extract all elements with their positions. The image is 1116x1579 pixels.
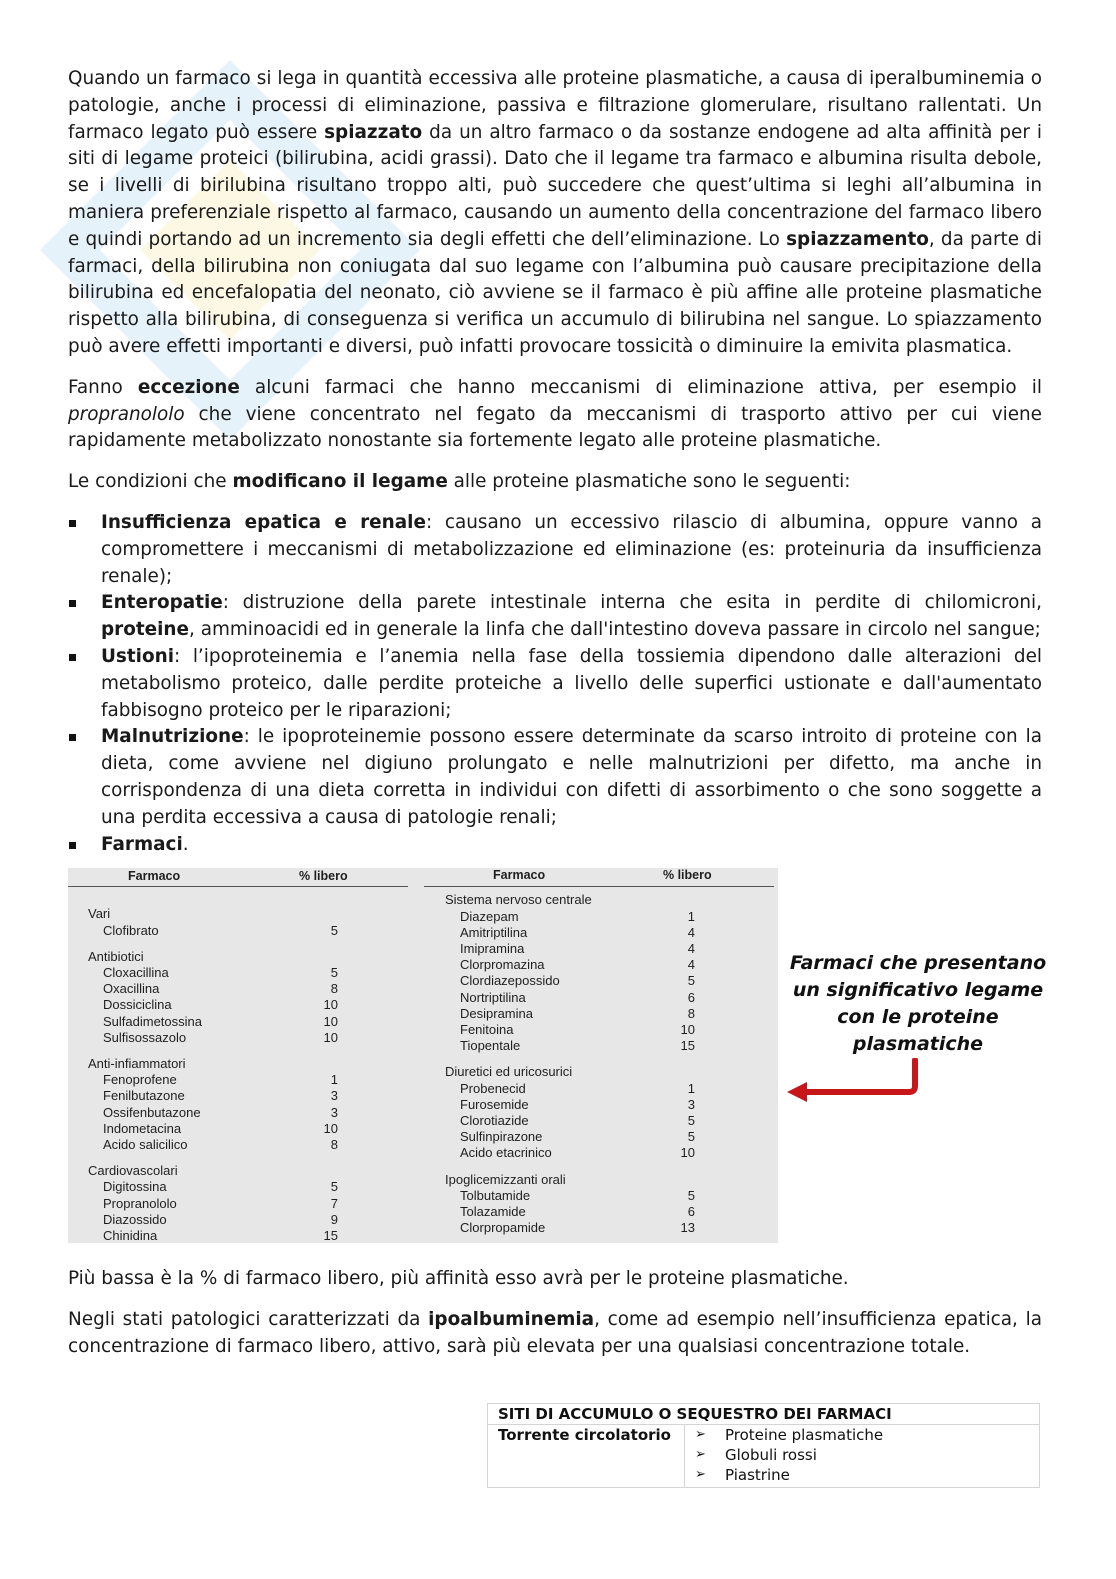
table-row xyxy=(460,1145,695,1161)
arrow-bullet-icon: ➢ xyxy=(695,1467,706,1482)
free-percent: 5 xyxy=(330,964,338,980)
drug-name: Clorpromazina xyxy=(460,957,545,973)
table-row xyxy=(460,1188,695,1204)
paragraph-free-fraction: Più bassa è la % di farmaco libero, più affinità esso avrà per le proteine plasmatiche. xyxy=(68,1268,849,1290)
list-item: Insufficienza epatica e renale: causano un eccessivo rilascio di albumina, oppure vanno a compromettere i meccanismi di metabolizzazione ed eliminazione (es: proteinuria da insufficienza renale); xyxy=(68,510,1042,590)
table-category: Ipoglicemizzanti orali xyxy=(445,1171,566,1187)
table-row xyxy=(103,1072,338,1088)
drug-name: Amitriptilina xyxy=(460,924,528,940)
free-percent: 10 xyxy=(323,1120,338,1136)
free-percent: 15 xyxy=(680,1038,695,1054)
free-percent: 10 xyxy=(680,1021,695,1037)
list-item: ➢ Piastrine xyxy=(695,1466,790,1484)
drug-name: Sulfisossazolo xyxy=(103,1029,187,1045)
free-percent: 10 xyxy=(323,1013,338,1029)
callout-line: un significativo legame xyxy=(792,979,1044,1002)
drug-name: Tolazamide xyxy=(460,1203,526,1219)
table-row xyxy=(460,1081,695,1097)
free-percent: 8 xyxy=(330,981,338,997)
table-row xyxy=(103,997,338,1013)
drug-name: Sulfadimetossina xyxy=(103,1013,202,1029)
free-percent: 3 xyxy=(330,1088,338,1104)
header-free: % libero xyxy=(299,869,348,884)
table-category: Sistema nervoso centrale xyxy=(445,892,592,908)
free-percent: 8 xyxy=(330,1136,338,1152)
table-row xyxy=(460,1129,695,1145)
free-percent: 4 xyxy=(687,940,695,956)
free-percent: 13 xyxy=(680,1220,695,1236)
site-items xyxy=(685,1425,1040,1488)
table-row xyxy=(460,925,695,941)
drug-name: Tolbutamide xyxy=(460,1187,531,1203)
drug-name: Indometacina xyxy=(103,1120,182,1136)
figure-callout xyxy=(788,950,1048,1058)
table-row xyxy=(103,1179,338,1195)
list-item: Malnutrizione: le ipoproteinemie possono essere determinate da scarso introito di proteine con la dieta, come avviene nel digiuno prolungato e nelle malnutrizioni per difetto, ma anche in corrispondenza di una dieta corretta in individui con difetti di assorbimento o che sono soggette a una perdita eccessiva a causa di patologie renali; xyxy=(68,724,1042,831)
free-percent: 7 xyxy=(330,1195,338,1211)
table-row xyxy=(103,965,338,981)
list-item: Farmaci. xyxy=(68,832,1042,859)
table-row xyxy=(103,1137,338,1153)
callout-line: plasmatiche xyxy=(852,1033,984,1056)
free-percent: 3 xyxy=(330,1104,338,1120)
arrow-left-icon xyxy=(783,1058,923,1108)
drug-name: Desipramina xyxy=(460,1005,533,1021)
drug-name: Clordiazepossido xyxy=(460,973,560,989)
paragraph-hypoalbuminemia: Negli stati patologici caratterizzati da ipoalbuminemia, come ad esempio nell’insufficienza epatica, la concentrazione di farmaco libero, attivo, sarà più elevata per una qualsiasi concentrazione totale. xyxy=(68,1309,1042,1357)
free-percent: 6 xyxy=(687,1203,695,1219)
table-title: SITI DI ACCUMULO O SEQUESTRO DEI FARMACI xyxy=(488,1404,1040,1425)
accumulation-sites-table xyxy=(487,1403,1040,1488)
table-category: Cardiovascolari xyxy=(88,1163,178,1179)
table-row xyxy=(460,1097,695,1113)
drug-name: Clofibrato xyxy=(103,922,159,938)
table-row xyxy=(460,1038,695,1054)
free-percent: 5 xyxy=(687,1129,695,1145)
table-row xyxy=(103,1196,338,1212)
drug-name: Dossiciclina xyxy=(103,997,172,1013)
table-row xyxy=(103,1030,338,1046)
drug-binding-figure xyxy=(68,868,1047,1266)
list-item: ➢ Proteine plasmatiche xyxy=(695,1426,884,1444)
square-bullet-icon xyxy=(69,600,76,607)
drug-name: Imipramina xyxy=(460,940,525,956)
drug-name: Furosemide xyxy=(460,1096,529,1112)
free-percent: 10 xyxy=(323,1029,338,1045)
drug-name: Chinidina xyxy=(103,1227,158,1243)
list-item: Ustioni: l’ipoproteinemia e l’anemia nella fase della tossiemia dipendono dalle alterazioni del metabolismo proteico, dalle perdite proteiche a livello delle superfici ustionate e dall'aumentato fabbisogno proteico per le riparazioni; xyxy=(68,644,1042,724)
square-bullet-icon xyxy=(69,734,76,741)
table-row xyxy=(460,973,695,989)
arrow-bullet-icon: ➢ xyxy=(695,1447,706,1462)
table-category: Diuretici ed uricosurici xyxy=(445,1064,573,1080)
drug-name: Clorotiazide xyxy=(460,1112,529,1128)
free-percent: 4 xyxy=(687,957,695,973)
drug-name: Probenecid xyxy=(460,1080,526,1096)
drug-name: Ossifenbutazone xyxy=(103,1104,201,1120)
callout-line: con le proteine xyxy=(837,1006,999,1029)
arrow-bullet-icon: ➢ xyxy=(695,1427,706,1442)
free-percent: 8 xyxy=(687,1005,695,1021)
header-drug: Farmaco xyxy=(128,869,181,884)
free-percent: 5 xyxy=(330,922,338,938)
free-percent: 5 xyxy=(330,1179,338,1195)
table-row xyxy=(103,923,338,939)
conditions-list xyxy=(68,510,1042,858)
free-percent: 10 xyxy=(680,1145,695,1161)
callout-line: Farmaci che presentano xyxy=(789,952,1047,975)
table-row xyxy=(103,1121,338,1137)
list-item: ➢ Globuli rossi xyxy=(695,1446,817,1464)
drug-name: Cloxacillina xyxy=(103,964,169,980)
drug-name: Oxacillina xyxy=(103,981,160,997)
drug-name: Sulfinpirazone xyxy=(460,1129,543,1145)
drug-name: Diazossido xyxy=(103,1211,167,1227)
square-bullet-icon xyxy=(69,520,76,527)
table-row xyxy=(103,1014,338,1030)
table-row xyxy=(103,1088,338,1104)
table-row xyxy=(460,1006,695,1022)
free-percent: 6 xyxy=(687,989,695,1005)
table-row xyxy=(460,1113,695,1129)
table-row xyxy=(460,990,695,1006)
table-category: Vari xyxy=(88,906,111,922)
page-content xyxy=(68,66,1047,1375)
free-percent: 5 xyxy=(687,973,695,989)
table-row xyxy=(460,1204,695,1220)
square-bullet-icon xyxy=(69,842,76,849)
paragraph-conditions-intro: Le condizioni che modificano il legame alle proteine plasmatiche sono le seguenti: xyxy=(68,471,851,493)
table-row xyxy=(460,957,695,973)
free-percent: 1 xyxy=(687,1080,695,1096)
drug-name: Acido salicilico xyxy=(103,1136,188,1152)
free-percent: 3 xyxy=(687,1096,695,1112)
drug-name: Fenitoina xyxy=(460,1021,514,1037)
free-percent: 5 xyxy=(687,1187,695,1203)
table-row xyxy=(103,1228,338,1244)
drug-name: Digitossina xyxy=(103,1179,167,1195)
table-row xyxy=(103,1105,338,1121)
free-percent: 15 xyxy=(323,1227,338,1243)
table-row xyxy=(460,909,695,925)
drug-name: Tiopentale xyxy=(460,1038,521,1054)
drug-name: Fenoprofene xyxy=(103,1072,177,1088)
site-category: Torrente circolatorio xyxy=(488,1425,685,1488)
table-row xyxy=(460,941,695,957)
free-percent: 1 xyxy=(330,1072,338,1088)
header-free: % libero xyxy=(663,868,712,883)
header-drug: Farmaco xyxy=(493,868,546,883)
square-bullet-icon xyxy=(69,654,76,661)
paragraph-displacement: Quando un farmaco si lega in quantità eccessiva alle proteine plasmatiche, a causa di iperalbuminemia o patologie, anche i processi di eliminazione, passiva e filtrazione glomerulare, risultano rallentati. Un farmaco legato può essere spiazzato da un altro farmaco o da sostanze endogene ad alta affinità per i siti di legame proteici (bilirubina, acidi grassi). Dato che il legame tra farmaco e albumina risulta debole, se i livelli di birilubina risultano troppo alti, può succedere che quest’ultima si leghi all’albumina in maniera preferenziale rispetto al farmaco, causando un aumento della concentrazione del farmaco libero e quindi portando ad un incremento sia degli effetti che dell’eliminazione. Lo spiazzamento, da parte di farmaci, della bilirubina non coniugata dal suo legame con l’albumina può causare precipitazione della bilirubina ed encefalopatia del neonato, ciò avviene se il farmaco è più affine alle proteine plasmatiche rispetto alla bilirubina, di conseguenza si verifica un accumulo di bilirubina nel sangue. Lo spiazzamento può avere effetti importanti e diversi, può infatti provocare tossicità o diminuire la emivita plasmatica. xyxy=(68,68,1042,357)
list-item: Enteropatie: distruzione della parete intestinale interna che esita in perdite di chilomicroni, proteine, amminoacidi ed in generale la linfa che dall'intestino doveva passare in circolo nel sangue; xyxy=(68,590,1042,644)
table-row xyxy=(103,981,338,997)
drug-name: Fenilbutazone xyxy=(103,1088,185,1104)
table-row xyxy=(460,1022,695,1038)
drug-name: Clorpropamide xyxy=(460,1220,546,1236)
free-percent: 1 xyxy=(687,908,695,924)
table-category: Anti-infiammatori xyxy=(88,1055,186,1071)
paragraph-exception: Fanno eccezione alcuni farmaci che hanno meccanismi di eliminazione attiva, per esempio il propranololo che viene concentrato nel fegato da meccanismi di trasporto attivo per cui viene rapidamente metabolizzato nonostante sia fortemente legato alle proteine plasmatiche. xyxy=(68,376,1042,452)
drug-name: Diazepam xyxy=(460,908,519,924)
free-percent: 10 xyxy=(323,997,338,1013)
free-percent: 5 xyxy=(687,1112,695,1128)
drug-table-scan xyxy=(68,868,778,1243)
free-percent: 9 xyxy=(330,1211,338,1227)
right-table-header xyxy=(424,868,774,887)
left-table-header xyxy=(68,868,408,887)
free-percent: 4 xyxy=(687,924,695,940)
table-row xyxy=(103,1212,338,1228)
drug-name: Acido etacrinico xyxy=(460,1145,552,1161)
table-row xyxy=(460,1220,695,1236)
table-category: Antibiotici xyxy=(88,948,144,964)
drug-name: Propranololo xyxy=(103,1195,177,1211)
drug-name: Nortriptilina xyxy=(460,989,526,1005)
